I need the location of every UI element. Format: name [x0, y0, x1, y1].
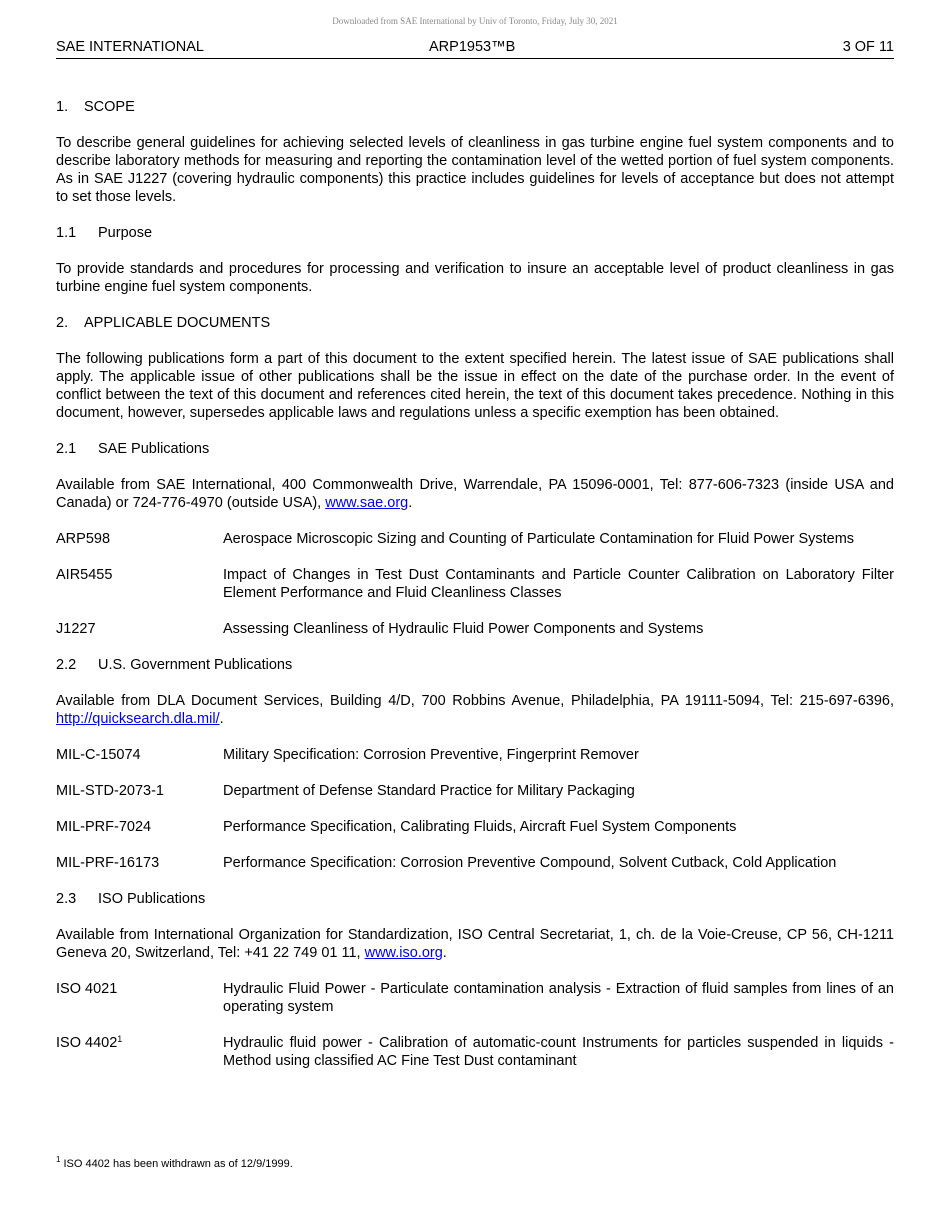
reference-title: Aerospace Microscopic Sizing and Counting of Particulate Contamination for Fluid Power Systems [223, 531, 855, 547]
reference-code: MIL-PRF-16173 [56, 855, 160, 871]
section-heading-iso-publications [56, 890, 894, 908]
section-title: APPLICABLE DOCUMENTS [84, 315, 271, 331]
reference-title: Hydraulic fluid power - Calibration of automatic-count Instruments for particles suspended in liquids - Method using classified AC Fine Test Dust contaminant [223, 1035, 894, 1069]
iso-availability-paragraph: Available from International Organization for Standardization, ISO Central Secretariat, 1, ch. de la Voie-Creuse, CP 56, CH-1211 Geneva 20, Switzerland, Tel: +41 22 749 01 11, www.iso.org. [56, 927, 894, 961]
reference-title: Assessing Cleanliness of Hydraulic Fluid Power Components and Systems [223, 621, 704, 637]
section-title: U.S. Government Publications [98, 657, 293, 673]
reference-title: Department of Defense Standard Practice for Military Packaging [223, 783, 635, 799]
purpose-paragraph: To provide standards and procedures for processing and verification to insure an acceptable level of product cleanliness in gas turbine engine fuel system components. [56, 261, 894, 295]
reference-code: ARP598 [56, 531, 111, 547]
reference-code [56, 1034, 223, 1070]
section-title: ISO Publications [98, 891, 206, 907]
reference-entry [56, 782, 894, 800]
page-header [56, 38, 894, 59]
footnote [56, 1157, 293, 1171]
reference-entry [56, 854, 894, 872]
reference-entry [56, 746, 894, 764]
reference-entry [56, 980, 894, 1016]
government-availability-paragraph: Available from DLA Document Services, Building 4/D, 700 Robbins Avenue, Philadelphia, PA 19111-5094, Tel: 215-697-6396, http://quicksearch.dla.mil/. [56, 693, 894, 727]
reference-title: Performance Specification, Calibrating Fluids, Aircraft Fuel System Components [223, 819, 737, 835]
section-title: SCOPE [84, 99, 135, 115]
government-availability-text: Available from DLA Document Services, Building 4/D, 700 Robbins Avenue, Philadelphia, PA 19111-5094, Tel: 215-697-6396, [56, 693, 894, 709]
reference-code-text: ISO 4402 [56, 1035, 118, 1051]
section-title: Purpose [98, 225, 153, 241]
reference-code: MIL-C-15074 [56, 747, 141, 763]
reference-title: Military Specification: Corrosion Preventive, Fingerprint Remover [223, 747, 639, 763]
footnote-marker[interactable]: 1 [117, 1034, 123, 1044]
reference-entry [56, 566, 894, 602]
section-heading-applicable-documents [56, 314, 894, 332]
iso-website-link[interactable]: www.iso.org [364, 945, 443, 961]
section-heading-sae-publications [56, 440, 894, 458]
applicable-documents-paragraph: The following publications form a part of this document to the extent specified herein. The latest issue of SAE publications shall apply. The applicable issue of other publications shall be the issue in effect on the date of the purchase order. In the event of conflict between the text of this document and references cited herein, the text of this document takes precedence. Nothing in this document, however, supersedes applicable laws and regulations unless a specific exemption has been obtained. [56, 351, 894, 421]
reference-code: MIL-PRF-7024 [56, 819, 152, 835]
footnote-text: ISO 4402 has been withdrawn as of 12/9/1999. [63, 1158, 293, 1170]
reference-code: AIR5455 [56, 567, 113, 583]
reference-entry [56, 530, 894, 548]
sae-website-link[interactable]: www.sae.org [325, 495, 409, 511]
section-number: 2.1 [56, 441, 77, 457]
section-number: 2.3 [56, 891, 77, 907]
reference-title: Performance Specification: Corrosion Preventive Compound, Solvent Cutback, Cold Application [223, 855, 837, 871]
section-number: 1. [56, 99, 69, 115]
section-heading-scope [56, 98, 894, 116]
sae-availability-text: Available from SAE International, 400 Commonwealth Drive, Warrendale, PA 15096-0001, Tel: 877-606-7323 (inside USA and Canada) or 724-776-4970 (outside USA), [56, 477, 894, 511]
header-document-number: ARP1953™B [429, 39, 516, 55]
reference-title: Hydraulic Fluid Power - Particulate contamination analysis - Extraction of fluid samples from lines of an operating system [223, 981, 894, 1015]
header-page-number: 3 OF 11 [842, 39, 894, 55]
document-body [56, 98, 894, 1088]
section-number: 2.2 [56, 657, 77, 673]
reference-entry [56, 1034, 894, 1070]
download-watermark: Downloaded from SAE International by Univ of Toronto, Friday, July 30, 2021 [332, 16, 618, 26]
reference-code: ISO 4021 [56, 981, 118, 997]
section-heading-government-publications [56, 656, 894, 674]
section-number: 2. [56, 315, 69, 331]
reference-title: Impact of Changes in Test Dust Contaminants and Particle Counter Calibration on Laboratory Filter Element Performance and Fluid Cleanliness Classes [223, 567, 894, 601]
reference-entry [56, 818, 894, 836]
header-organization: SAE INTERNATIONAL [56, 39, 204, 55]
reference-entry [56, 620, 894, 638]
iso-availability-text: Available from International Organization for Standardization, ISO Central Secretariat, 1, ch. de la Voie-Creuse, CP 56, CH-1211 Geneva 20, Switzerland, Tel: +41 22 749 01 11, [56, 927, 894, 961]
section-title: SAE Publications [98, 441, 210, 457]
dla-website-link[interactable]: http://quicksearch.dla.mil/ [56, 711, 220, 727]
sae-availability-paragraph: Available from SAE International, 400 Commonwealth Drive, Warrendale, PA 15096-0001, Tel: 877-606-7323 (inside USA and Canada) or 724-776-4970 (outside USA), www.sae.org. [56, 477, 894, 511]
section-heading-purpose [56, 224, 894, 242]
section-number: 1.1 [56, 225, 77, 241]
footnote-number: 1 [56, 1155, 61, 1164]
reference-code: MIL-STD-2073-1 [56, 783, 164, 799]
scope-paragraph: To describe general guidelines for achieving selected levels of cleanliness in gas turbine engine fuel system components and to describe laboratory methods for measuring and reporting the contamination level of the wetted portion of fuel system components. As in SAE J1227 (covering hydraulic components) this practice includes guidelines for levels of acceptance but does not attempt to set those levels. [56, 135, 894, 205]
reference-code: J1227 [56, 621, 96, 637]
